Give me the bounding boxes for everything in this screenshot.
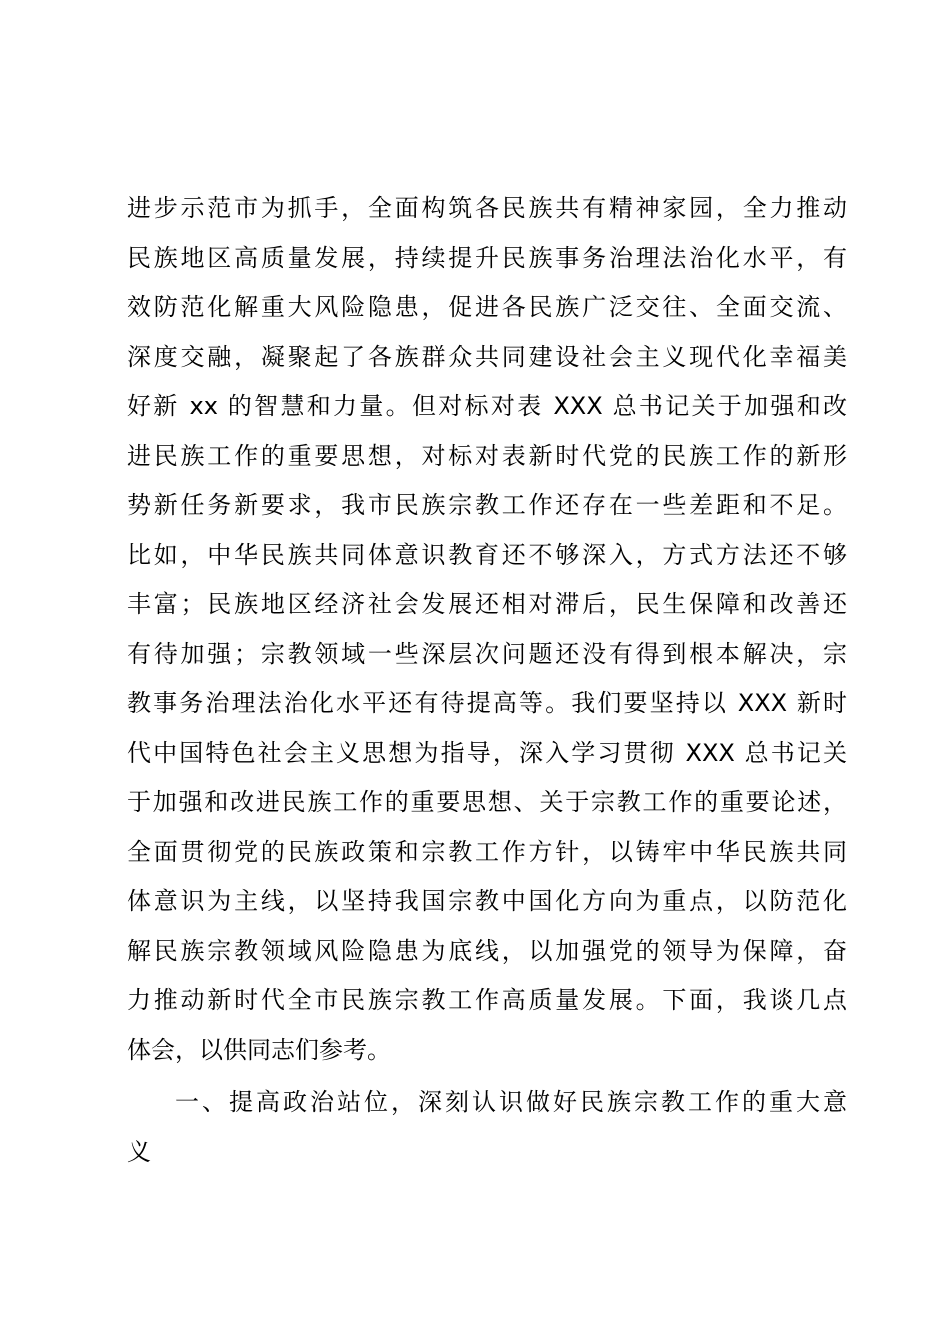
paragraph-line: 比如，中华民族共同体意识教育还不够深入，方式方法还不够 bbox=[127, 540, 847, 569]
paragraph-line: 解民族宗教领域风险隐患为底线，以加强党的领导为保障，奋 bbox=[127, 936, 847, 965]
paragraph-line: 教事务治理法治化水平还有待提高等。我们要坚持以 XXX 新时 bbox=[127, 689, 847, 717]
paragraph-line: 丰富；民族地区经济社会发展还相对滞后，民生保障和改善还 bbox=[127, 590, 847, 618]
heading-line: 一、提高政治站位，深刻认识做好民族宗教工作的重大意 bbox=[175, 1088, 847, 1116]
paragraph-line: 民族地区高质量发展，持续提升民族事务治理法治化水平，有 bbox=[127, 243, 847, 272]
heading-line: 义 bbox=[127, 1137, 151, 1166]
paragraph-line: 力推动新时代全市民族宗教工作高质量发展。下面，我谈几点 bbox=[127, 986, 847, 1014]
paragraph-line: 进民族工作的重要思想，对标对表新时代党的民族工作的新形 bbox=[127, 441, 847, 470]
paragraph-line: 进步示范市为抓手，全面构筑各民族共有精神家园，全力推动 bbox=[127, 194, 847, 222]
paragraph-line: 效防范化解重大风险隐患，促进各民族广泛交往、全面交流、 bbox=[127, 293, 847, 321]
paragraph-line: 全面贯彻党的民族政策和宗教工作方针，以铸牢中华民族共同 bbox=[127, 837, 847, 866]
paragraph-line: 有待加强；宗教领域一些深层次问题还没有得到根本解决，宗 bbox=[127, 639, 847, 668]
paragraph-line: 势新任务新要求，我市民族宗教工作还存在一些差距和不足。 bbox=[127, 491, 847, 519]
paragraph-line: 体会，以供同志们参考。 bbox=[127, 1035, 391, 1064]
paragraph-line: 体意识为主线，以坚持我国宗教中国化方向为重点，以防范化 bbox=[127, 887, 847, 915]
body-paragraph bbox=[127, 184, 847, 1075]
paragraph-line: 代中国特色社会主义思想为指导，深入学习贯彻 XXX 总书记关 bbox=[127, 738, 847, 767]
paragraph-line: 于加强和改进民族工作的重要思想、关于宗教工作的重要论述， bbox=[127, 788, 847, 816]
section-heading bbox=[127, 1078, 847, 1177]
paragraph-line: 好新 xx 的智慧和力量。但对标对表 XXX 总书记关于加强和改 bbox=[127, 392, 847, 420]
paragraph-line: 深度交融，凝聚起了各族群众共同建设社会主义现代化幸福美 bbox=[127, 342, 847, 371]
